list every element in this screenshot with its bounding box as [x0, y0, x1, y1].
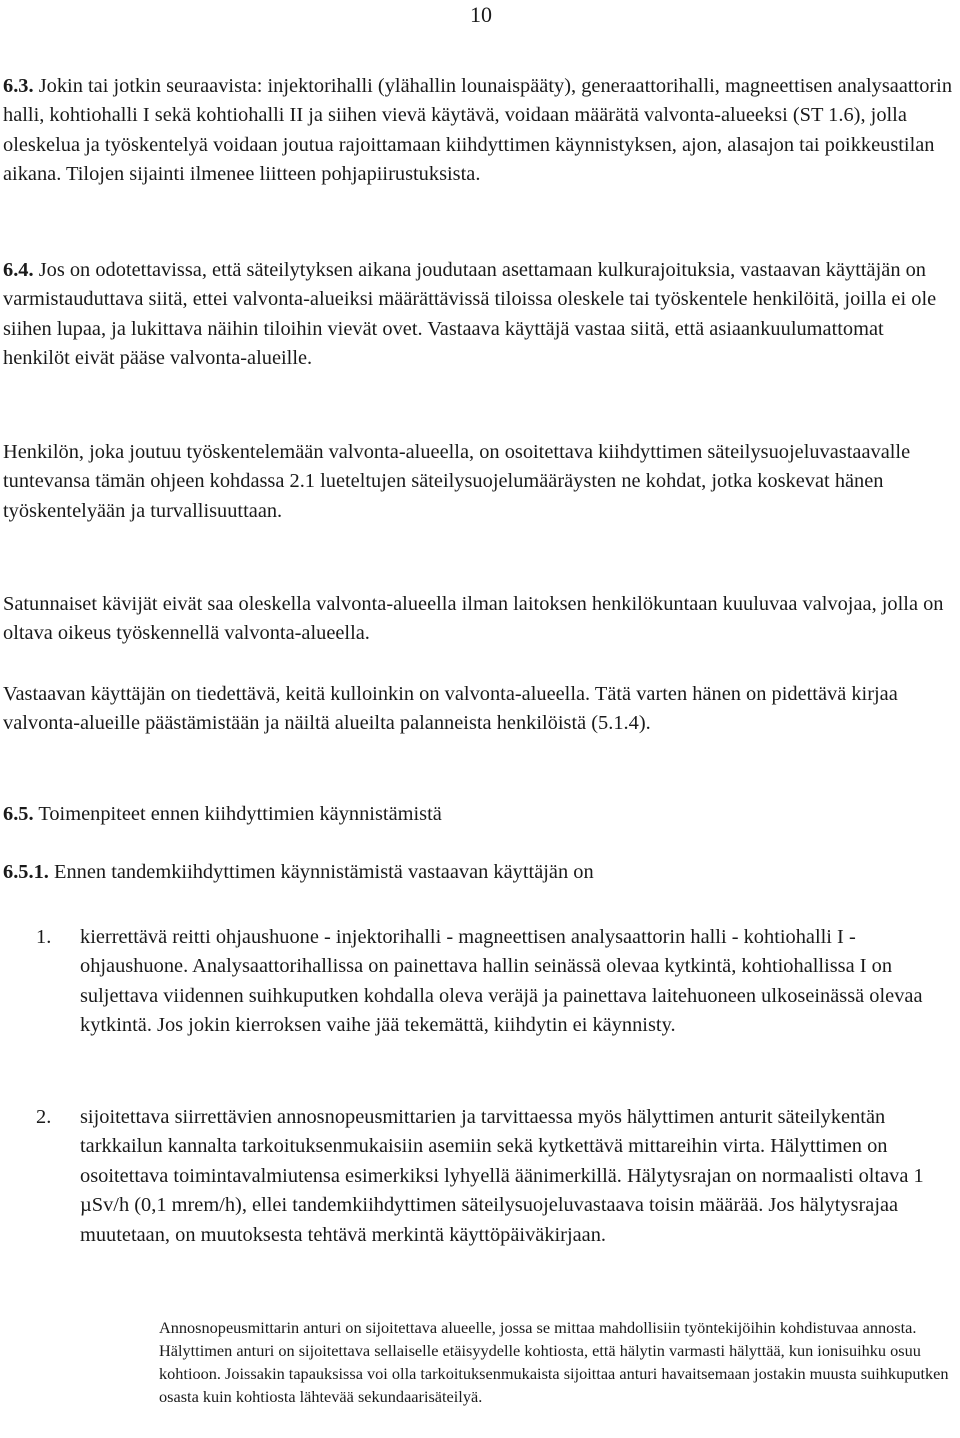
list-item-number: 1. [36, 926, 52, 948]
section-6-4 [3, 256, 953, 374]
list-item: kierrettävä reitti ohjaushuone - injektorihalli - magneettisen analysaattorin halli - kohtiohalli I - ohjaushuone. Analysaattorihallissa on painettava hallin seinässä olevaa kytkintä, kohtiohallissa I on suljettava viidennen suihkuputken kohdalla oleva veräjä ja painettava laitehuoneen ulkoseinässä olevaa kytkintä. Jos jokin kierroksen vaihe jää tekemättä, kiihdytin ei käynnisty. [80, 926, 923, 1037]
section-6-5-1 [3, 858, 953, 887]
section-number: 6.5. [3, 803, 34, 825]
paragraph-vastaavan: Vastaavan käyttäjän on tiedettävä, keitä kulloinkin on valvonta-alueella. Tätä varten hänen on pidettävä kirjaa valvonta-alueille päästämistään ja näiltä alueilta palanneista henkilöistä (5.1.4). [3, 683, 898, 735]
section-number: 6.3. [3, 75, 34, 97]
section-6-5 [3, 800, 953, 829]
section-number: 6.5.1. [3, 861, 49, 883]
section-text: Toimenpiteet ennen kiihdyttimien käynnistämistä [38, 803, 442, 825]
paragraph-satunnaiset: Satunnaiset kävijät eivät saa oleskella valvonta-alueella ilman laitoksen henkilökuntaan kuuluvaa valvojaa, jolla on oltava oikeus työskennellä valvonta-alueella. [3, 593, 944, 645]
section-text: Jokin tai jotkin seuraavista: injektorihalli (ylähallin lounaispääty), generaattorihalli, magneettisen analysaattorin halli, kohtiohalli I sekä kohtiohalli II ja siihen vievä käytävä, voidaan määrätä valvonta-alueeksi (ST 1.6), jolla oleskelua ja työskentelyä voidaan joutua rajoittamaan kiihdyttimen käynnistyksen, ajon, alasajon tai poikkeustilan aikana. Tilojen sijainti ilmenee liitteen pohjapiirustuksista. [3, 75, 953, 186]
section-number: 6.4. [3, 259, 34, 281]
section-text: Jos on odotettavissa, että säteilytyksen aikana joudutaan asettamaan kulkurajoituksia, vastaavan käyttäjän on varmistauduttava siitä, ettei valvonta-alueiksi määrättävissä tiloissa oleskele tai työskentele henkilöitä, joilla ei ole siihen lupaa, ja lukittava näihin tiloihin vievät ovet. Vastaava käyttäjä vastaa siitä, että asiaankuulumattomat henkilöt eivät pääse valvonta-alueille. [3, 259, 937, 370]
list-item-number: 2. [36, 1106, 52, 1128]
list-item: sijoitettava siirrettävien annosnopeusmittarien ja tarvittaessa myös hälyttimen anturit säteilykentän tarkkailun kannalta tarkoituksenmukaisiin asemiin sekä kytkettävä mittareihin virta. Hälyttimen on osoitettava toimintavalmiutensa esimerkiksi lyhyellä äänimerkillä. Hälytysrajan on normaalisti oltava 1 µSv/h (0,1 mrem/h), ellei tandemkiihdyttimen säteilysuojeluvastaava toisin määrää. Jos hälytysrajaa muutetaan, on muutoksesta tehtävä merkintä käyttöpäiväkirjaan. [80, 1106, 924, 1246]
footnote-note: Annosnopeusmittarin anturi on sijoitettava alueelle, jossa se mittaa mahdollisiin työntekijöihin kohdistuvaa annosta. Hälyttimen anturi on sijoitettava sellaiselle etäisyydelle kohtiosta, että hälytin varmasti hälyttää, kun ionisuihku osuu kohtioon. Joissakin tapauksissa voi olla tarkoituksenmukaista sijoittaa anturi havaitsemaan jostakin muusta suihkuputken osasta kuin kohtiosta lähtevää sekundaarisäteilyä. [159, 1318, 949, 1406]
page-number: 10 [470, 2, 492, 27]
section-6-3 [3, 72, 953, 190]
paragraph-henkilon: Henkilön, joka joutuu työskentelemään valvonta-alueella, on osoitettava kiihdyttimen säteilysuojeluvastaavalle tuntevansa tämän ohjeen kohdassa 2.1 lueteltujen säteilysuojelumääräysten ne kohdat, jotka koskevat hänen työskentelyään ja turvallisuuttaan. [3, 441, 911, 522]
section-text: Ennen tandemkiihdyttimen käynnistämistä vastaavan käyttäjän on [54, 861, 594, 883]
